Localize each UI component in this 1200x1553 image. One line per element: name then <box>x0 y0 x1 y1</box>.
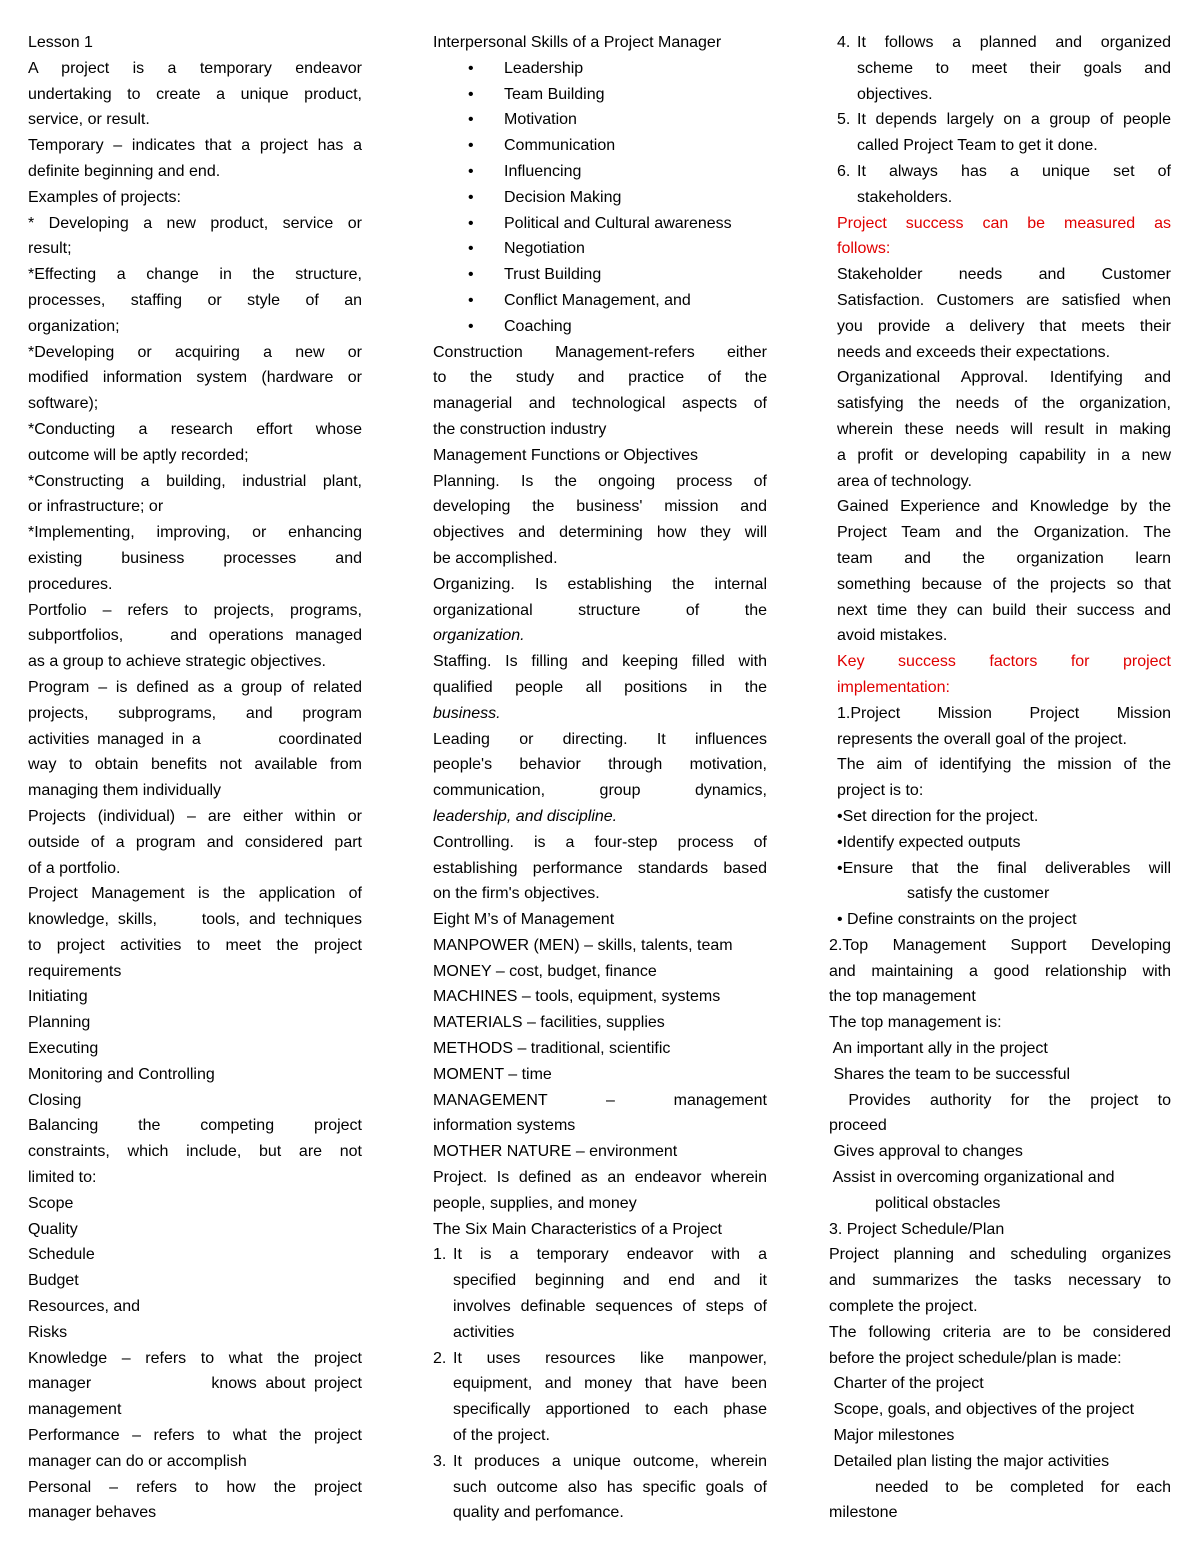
text-line: developing the business' mission and <box>433 498 767 516</box>
text-line: Staffing. Is filling and keeping filled with <box>433 653 767 671</box>
list-text: It is a temporary endeavor with a <box>453 1246 767 1264</box>
list-number: 4. <box>837 34 851 51</box>
text-line: objectives and determining how they will <box>433 524 767 542</box>
bullet-icon: • <box>468 59 474 77</box>
text-line: An important ally in the project <box>829 1040 1048 1058</box>
text-line: Resources, and <box>28 1298 141 1316</box>
text-line: Major milestones <box>829 1427 955 1445</box>
text-line: projects, subprograms, and program <box>28 704 362 722</box>
text-line: Eight M’s of Management <box>433 911 615 929</box>
text-line: Planning. Is the ongoing process of <box>433 472 767 490</box>
text-line: constraints, which include, but are not <box>28 1143 362 1161</box>
text-line: •Identify expected outputs <box>837 833 1021 851</box>
list-number <box>433 1500 453 1526</box>
text-line: *Implementing, improving, or enhancing <box>28 524 362 542</box>
numbered-line <box>433 1500 767 1526</box>
text-line: qualified people all positions in the <box>433 678 767 696</box>
text-line: Planning <box>28 1014 91 1032</box>
list-text: stakeholders. <box>857 188 953 206</box>
list-number <box>837 82 857 108</box>
numbered-line <box>433 1242 767 1268</box>
text-line: Monitoring and Controlling <box>28 1065 215 1083</box>
text-line: and summarizes the tasks necessary to <box>829 1272 1171 1290</box>
numbered-line <box>433 1423 767 1449</box>
text-line: to project activities to meet the project <box>28 936 362 954</box>
bullet-icon: • <box>468 240 474 258</box>
text-line: managing them individually <box>28 782 221 800</box>
text-line: proceed <box>829 1117 887 1135</box>
text-line: *Constructing a building, industrial plant, <box>28 472 362 490</box>
bullet-item <box>433 56 767 82</box>
text-line: management <box>28 1401 122 1419</box>
bullet-text: Political and Cultural awareness <box>504 214 732 232</box>
text-line: Shares the team to be successful <box>829 1065 1071 1083</box>
text-line: business. <box>433 704 501 722</box>
text-line: *Effecting a change in the structure, <box>28 266 362 284</box>
text-line: * Developing a new product, service or <box>28 214 362 232</box>
text-line: outside of a program and considered part <box>28 833 362 851</box>
text-line: satisfying the needs of the organization, <box>837 395 1171 413</box>
text-line: limited to: <box>28 1169 97 1187</box>
bullet-text: Decision Making <box>504 188 622 206</box>
text-line: Management Functions or Objectives <box>433 446 699 464</box>
text-line: The following criteria are to be considered <box>829 1323 1171 1341</box>
list-number: 2. <box>433 1349 447 1367</box>
text-line: represents the overall goal of the project. <box>837 730 1127 748</box>
text-line: Portfolio – refers to projects, programs, <box>28 601 362 619</box>
text-line: milestone <box>829 1504 898 1522</box>
text-line: Lesson 1 <box>28 34 93 51</box>
text-line: A project is a temporary endeavor <box>28 59 362 77</box>
text-line: managerial and technological aspects of <box>433 395 767 413</box>
column-1 <box>28 30 362 1526</box>
text-line: leadership, and discipline. <box>433 807 618 825</box>
list-number <box>433 1371 453 1397</box>
text-line: •Ensure that the final deliverables will <box>837 859 1171 877</box>
text-line: needed to be completed for each <box>875 1478 1171 1496</box>
text-line: outcome will be aptly recorded; <box>28 446 249 464</box>
text-line: MANPOWER (MEN) – skills, talents, team <box>433 936 733 954</box>
list-text: specifically apportioned to each phase <box>453 1401 767 1419</box>
bullet-text: Coaching <box>504 317 572 335</box>
text-line: people's behavior through motivation, <box>433 756 767 774</box>
bullet-text: Negotiation <box>504 240 585 258</box>
text-line: information systems <box>433 1117 576 1135</box>
text-line: MONEY – cost, budget, finance <box>433 962 657 980</box>
text-line: Temporary – indicates that a project has a <box>28 137 362 155</box>
text-line: Gives approval to changes <box>829 1143 1023 1161</box>
list-text: It follows a planned and organized <box>857 34 1171 51</box>
list-text: It always has a unique set of <box>857 162 1171 180</box>
numbered-line <box>433 1397 767 1423</box>
section-heading: Project success can be measured as <box>837 214 1171 232</box>
text-line: Scope <box>28 1194 74 1212</box>
list-text: activities <box>453 1323 515 1341</box>
text-line: Executing <box>28 1040 99 1058</box>
list-number: 1. <box>433 1246 447 1264</box>
text-line: needs and exceeds their expectations. <box>837 343 1111 361</box>
text-line: as a group to achieve strategic objectives. <box>28 653 326 671</box>
text-line: area of technology. <box>837 472 972 490</box>
bullet-item <box>433 82 767 108</box>
text-line: Project Management is the application of <box>28 885 362 903</box>
bullet-icon: • <box>468 188 474 206</box>
bullet-text: Motivation <box>504 111 577 129</box>
text-line: knowledge, skills, tools, and techniques <box>28 911 362 929</box>
numbered-line <box>433 1475 767 1501</box>
text-line: the construction industry <box>433 420 607 438</box>
bullet-item <box>433 159 767 185</box>
text-line: Stakeholder needs and Customer <box>837 266 1171 284</box>
numbered-line <box>829 82 1171 108</box>
text-line: be accomplished. <box>433 549 558 567</box>
list-text: equipment, and money that have been <box>453 1375 767 1393</box>
text-line: software); <box>28 395 99 413</box>
list-number: 3. <box>433 1452 447 1470</box>
list-text: It produces a unique outcome, wherein <box>453 1452 767 1470</box>
text-line: team and the organization learn <box>837 549 1171 567</box>
text-line: satisfy the customer <box>907 885 1050 903</box>
text-line: Provides authority for the project to <box>829 1091 1171 1109</box>
text-line: Schedule <box>28 1246 95 1264</box>
text-line: organizational structure of the <box>433 601 767 619</box>
bullet-text: Leadership <box>504 59 584 77</box>
text-line: establishing performance standards based <box>433 859 767 877</box>
text-line: *Developing or acquiring a new or <box>28 343 362 361</box>
section-heading: Key success factors for project <box>837 653 1171 671</box>
text-line: requirements <box>28 962 122 980</box>
bullet-icon: • <box>468 85 474 103</box>
list-number <box>433 1268 453 1294</box>
text-line: Budget <box>28 1272 79 1290</box>
text-line: to the study and practice of the <box>433 369 767 387</box>
text-line: organization; <box>28 317 120 335</box>
bullet-item <box>433 288 767 314</box>
numbered-line <box>433 1294 767 1320</box>
bullet-icon: • <box>468 162 474 180</box>
text-line: The Six Main Characteristics of a Project <box>433 1220 722 1238</box>
numbered-line <box>433 1268 767 1294</box>
text-line: people, supplies, and money <box>433 1194 637 1212</box>
numbered-line <box>433 1371 767 1397</box>
bullet-item <box>433 211 767 237</box>
text-line: Satisfaction. Customers are satisfied when <box>837 291 1171 309</box>
text-line: Project. Is defined as an endeavor wherein <box>433 1169 767 1187</box>
bullet-item <box>433 314 767 340</box>
list-text: quality and perfomance. <box>453 1504 624 1522</box>
text-line: Leading or directing. It influences <box>433 730 767 748</box>
text-line: Projects (individual) – are either within or <box>28 807 362 825</box>
bullet-icon: • <box>468 214 474 232</box>
numbered-line <box>433 1449 767 1475</box>
list-text: It uses resources like manpower, <box>453 1349 767 1367</box>
numbered-line <box>829 56 1171 82</box>
text-line: project is to: <box>837 782 924 800</box>
bullet-item <box>433 107 767 133</box>
list-text: scheme to meet their goals and <box>857 59 1171 77</box>
list-number <box>837 133 857 159</box>
text-line: Interpersonal Skills of a Project Manager <box>433 34 722 51</box>
text-line: undertaking to create a unique product, <box>28 85 362 103</box>
text-line: Gained Experience and Knowledge by the <box>837 498 1171 516</box>
text-line: communication, group dynamics, <box>433 782 767 800</box>
bullet-icon: • <box>468 317 474 335</box>
text-line: political obstacles <box>875 1194 1001 1212</box>
list-text: It depends largely on a group of people <box>857 111 1171 129</box>
text-line: METHODS – traditional, scientific <box>433 1040 671 1058</box>
text-line: Quality <box>28 1220 78 1238</box>
text-line: wherein these needs will result in making <box>837 420 1171 438</box>
bullet-text: Trust Building <box>504 266 602 284</box>
section-heading: implementation: <box>837 678 950 696</box>
text-line: Organizing. Is establishing the internal <box>433 575 767 593</box>
text-line: way to obtain benefits not available from <box>28 756 362 774</box>
text-line: MOTHER NATURE – environment <box>433 1143 678 1161</box>
text-line: Knowledge – refers to what the project <box>28 1349 362 1367</box>
text-line: Scope, goals, and objectives of the project <box>829 1401 1135 1419</box>
numbered-line <box>829 185 1171 211</box>
text-line: Controlling. is a four-step process of <box>433 833 767 851</box>
list-number <box>433 1294 453 1320</box>
text-line: the top management <box>829 988 976 1006</box>
text-line: Assist in overcoming organizational and <box>829 1169 1115 1187</box>
text-line: procedures. <box>28 575 113 593</box>
text-line: on the firm's objectives. <box>433 885 600 903</box>
list-number <box>433 1397 453 1423</box>
text-line: organization. <box>433 627 525 645</box>
column-3 <box>829 30 1171 1526</box>
bullet-icon: • <box>468 137 474 155</box>
list-text: objectives. <box>857 85 933 103</box>
bullet-item <box>433 262 767 288</box>
text-line: • Define constraints on the project <box>837 911 1077 929</box>
list-text: involves definable sequences of steps of <box>453 1298 767 1316</box>
text-line: •Set direction for the project. <box>837 807 1039 825</box>
text-line: Balancing the competing project <box>28 1117 362 1135</box>
text-line: or infrastructure; or <box>28 498 164 516</box>
text-line: Construction Management-refers either <box>433 343 767 361</box>
text-line: subportfolios, and operations managed <box>28 627 362 645</box>
text-line: before the project schedule/plan is made: <box>829 1349 1122 1367</box>
list-number <box>433 1320 453 1346</box>
bullet-text: Influencing <box>504 162 582 180</box>
bullet-text: Communication <box>504 137 616 155</box>
text-line: Examples of projects: <box>28 188 181 206</box>
numbered-line <box>829 133 1171 159</box>
text-line: and maintaining a good relationship with <box>829 962 1171 980</box>
text-line: result; <box>28 240 72 258</box>
list-text: of the project. <box>453 1427 550 1445</box>
text-line: modified information system (hardware or <box>28 369 362 387</box>
numbered-line <box>433 1346 767 1372</box>
text-line: next time they can build their success and <box>837 601 1171 619</box>
text-line: Project planning and scheduling organizes <box>829 1246 1171 1264</box>
column-2 <box>433 30 767 1526</box>
text-line: complete the project. <box>829 1298 978 1316</box>
text-line: a profit or developing capability in a new <box>837 446 1171 464</box>
list-text: called Project Team to get it done. <box>857 137 1098 155</box>
text-line: The top management is: <box>829 1014 1002 1032</box>
text-line: you provide a delivery that meets their <box>837 317 1171 335</box>
text-line: Organizational Approval. Identifying and <box>837 369 1171 387</box>
text-line: Closing <box>28 1091 82 1109</box>
bullet-text: Team Building <box>504 85 605 103</box>
text-line: The aim of identifying the mission of the <box>837 756 1171 774</box>
list-number: 5. <box>837 111 851 129</box>
bullet-icon: • <box>468 291 474 309</box>
bullet-text: Conflict Management, and <box>504 291 691 309</box>
text-line: 1.Project Mission Project Mission <box>837 704 1171 722</box>
text-line: Performance – refers to what the project <box>28 1427 362 1445</box>
text-line: Program – is defined as a group of related <box>28 678 362 696</box>
text-line: 3. Project Schedule/Plan <box>829 1220 1005 1238</box>
list-text: such outcome also has specific goals of <box>453 1478 767 1496</box>
text-line: MOMENT – time <box>433 1065 552 1083</box>
text-line: MACHINES – tools, equipment, systems <box>433 988 721 1006</box>
numbered-line <box>829 107 1171 133</box>
list-number: 6. <box>837 162 851 180</box>
list-number <box>433 1423 453 1449</box>
text-line: something because of the projects so that <box>837 575 1171 593</box>
text-line: service, or result. <box>28 111 150 129</box>
text-line: manager can do or accomplish <box>28 1452 247 1470</box>
text-line: Charter of the project <box>829 1375 984 1393</box>
list-number <box>837 185 857 211</box>
text-line: processes, staffing or style of an <box>28 291 362 309</box>
text-line: of a portfolio. <box>28 859 121 877</box>
bullet-icon: • <box>468 266 474 284</box>
section-heading: follows: <box>837 240 891 258</box>
bullet-item <box>433 236 767 262</box>
text-line: manager knows about project <box>28 1375 362 1393</box>
bullet-icon: • <box>468 111 474 129</box>
text-line: manager behaves <box>28 1504 157 1522</box>
text-line: Personal – refers to how the project <box>28 1478 362 1496</box>
text-line: existing business processes and <box>28 549 362 567</box>
text-line: avoid mistakes. <box>837 627 948 645</box>
text-line: activities managed in a coordinated <box>28 730 362 748</box>
text-line: Detailed plan listing the major activities <box>829 1452 1110 1470</box>
text-line: MANAGEMENT – management <box>433 1091 767 1109</box>
text-line: *Conducting a research effort whose <box>28 420 362 438</box>
bullet-item <box>433 185 767 211</box>
text-line: Risks <box>28 1323 68 1341</box>
numbered-line <box>433 1320 767 1346</box>
text-line: 2.Top Management Support Developing <box>829 936 1171 954</box>
list-number <box>837 56 857 82</box>
numbered-line <box>829 30 1171 56</box>
numbered-line <box>829 159 1171 185</box>
text-line: MATERIALS – facilities, supplies <box>433 1014 665 1032</box>
text-line: Initiating <box>28 988 88 1006</box>
list-number <box>433 1475 453 1501</box>
list-text: specified beginning and end and it <box>453 1272 767 1290</box>
bullet-item <box>433 133 767 159</box>
text-line: definite beginning and end. <box>28 162 221 180</box>
text-line: Project Team and the Organization. The <box>837 524 1171 542</box>
